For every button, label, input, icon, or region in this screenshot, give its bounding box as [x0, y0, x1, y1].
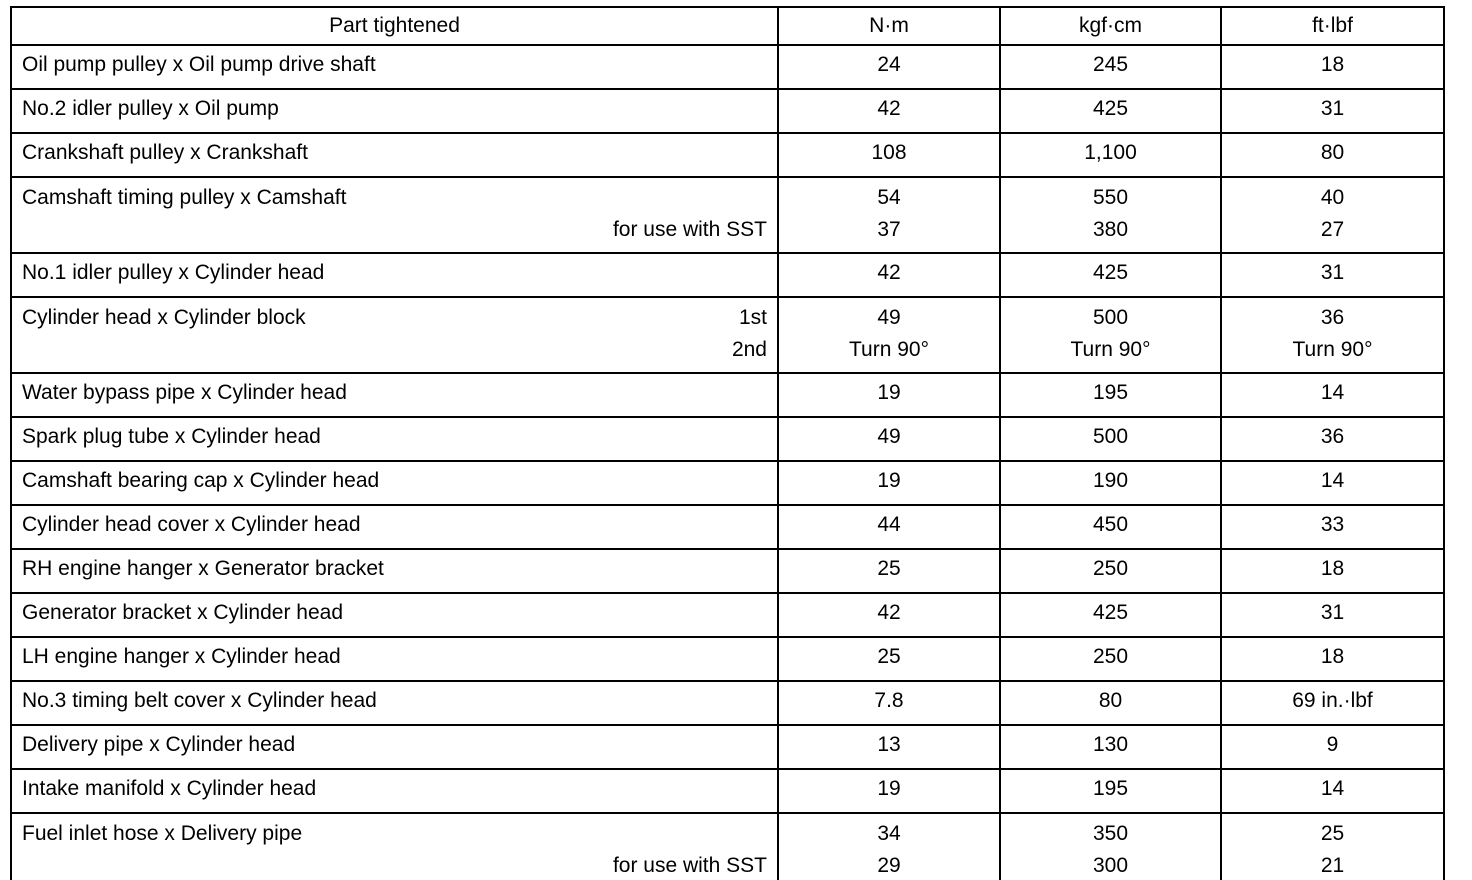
part-cell: RH engine hanger x Generator bracket: [11, 549, 778, 593]
part-name: Camshaft timing pulley x Camshaft: [22, 186, 347, 209]
nm-cell: 25: [778, 637, 1000, 681]
kgfcm-cell: 250: [1000, 549, 1221, 593]
kgfcm-value-sst: 380: [1092, 218, 1129, 241]
kgfcm-cell: 250: [1000, 637, 1221, 681]
kgfcm-cell: 195: [1000, 373, 1221, 417]
part-cell: Delivery pipe x Cylinder head: [11, 725, 778, 769]
kgfcm-value-sst: 300: [1092, 854, 1129, 877]
ftlbf-cell: 33: [1221, 505, 1444, 549]
header-ft-lbf: ft·lbf: [1221, 7, 1444, 45]
part-cell: Water bypass pipe x Cylinder head: [11, 373, 778, 417]
ftlbf-cell: 14: [1221, 769, 1444, 813]
ftlbf-cell: 18: [1221, 549, 1444, 593]
torque-spec-table: [10, 6, 1445, 880]
part-cell: No.1 idler pulley x Cylinder head: [11, 253, 778, 297]
part-cell: Generator bracket x Cylinder head: [11, 593, 778, 637]
table-row: [11, 417, 1444, 461]
kgfcm-value: 350: [1092, 822, 1129, 845]
sst-note: for use with SST: [612, 854, 767, 877]
table-row: [11, 681, 1444, 725]
table-row: [11, 177, 1444, 253]
nm-cell: 19: [778, 373, 1000, 417]
ftlbf-cell: [1221, 177, 1444, 253]
kgfcm-cell: 130: [1000, 725, 1221, 769]
nm-cell: [778, 813, 1000, 880]
table-row: [11, 593, 1444, 637]
ftlbf-cell: 9: [1221, 725, 1444, 769]
table-row: [11, 813, 1444, 880]
ftlbf-cell: 14: [1221, 461, 1444, 505]
table-row: [11, 769, 1444, 813]
ftlbf-cell: 31: [1221, 593, 1444, 637]
ftlbf-cell: 18: [1221, 637, 1444, 681]
part-cell: Spark plug tube x Cylinder head: [11, 417, 778, 461]
table-row: [11, 725, 1444, 769]
part-cell: LH engine hanger x Cylinder head: [11, 637, 778, 681]
ftlbf-cell: 36: [1221, 417, 1444, 461]
ftlbf-cell: [1221, 297, 1444, 373]
kgfcm-cell: 425: [1000, 593, 1221, 637]
ftlbf-cell: 80: [1221, 133, 1444, 177]
kgfcm-cell: [1000, 297, 1221, 373]
part-name: Fuel inlet hose x Delivery pipe: [22, 822, 303, 845]
sst-note: for use with SST: [612, 218, 767, 241]
kgfcm-cell: 190: [1000, 461, 1221, 505]
header-newton-meter: N·m: [778, 7, 1000, 45]
nm-cell: 19: [778, 769, 1000, 813]
ftlbf-cell: 31: [1221, 253, 1444, 297]
kgfcm-cell: 80: [1000, 681, 1221, 725]
header-kgf-cm: kgf·cm: [1000, 7, 1221, 45]
nm-cell: 44: [778, 505, 1000, 549]
table-row: [11, 45, 1444, 89]
ftlbf-value-sst: 27: [1320, 218, 1345, 241]
nm-value-2nd: Turn 90°: [849, 338, 929, 361]
part-cell: [11, 813, 778, 880]
header-part-tightened: Part tightened: [11, 7, 778, 45]
kgfcm-cell: 245: [1000, 45, 1221, 89]
nm-cell: 13: [778, 725, 1000, 769]
kgfcm-cell: 425: [1000, 253, 1221, 297]
nm-cell: [778, 297, 1000, 373]
nm-value-1st: 49: [877, 306, 901, 329]
kgfcm-cell: 425: [1000, 89, 1221, 133]
kgfcm-cell: [1000, 813, 1221, 880]
part-cell: No.2 idler pulley x Oil pump: [11, 89, 778, 133]
part-stage-wrap: [22, 302, 767, 334]
ftlbf-value-sst: 21: [1320, 854, 1345, 877]
table-row: [11, 89, 1444, 133]
part-cell: [11, 177, 778, 253]
kgfcm-cell: 500: [1000, 417, 1221, 461]
table-row: [11, 297, 1444, 373]
kgfcm-cell: [1000, 177, 1221, 253]
ftlbf-cell: 31: [1221, 89, 1444, 133]
part-cell: Crankshaft pulley x Crankshaft: [11, 133, 778, 177]
table-row: [11, 461, 1444, 505]
part-cell: Intake manifold x Cylinder head: [11, 769, 778, 813]
nm-cell: 24: [778, 45, 1000, 89]
part-cell: [11, 297, 778, 373]
part-name: Cylinder head x Cylinder block: [22, 306, 306, 329]
part-cell: Cylinder head cover x Cylinder head: [11, 505, 778, 549]
nm-cell: [778, 177, 1000, 253]
ftlbf-cell: 18: [1221, 45, 1444, 89]
kgfcm-value-1st: 500: [1092, 306, 1129, 329]
nm-value: 54: [877, 186, 901, 209]
table-row: [11, 549, 1444, 593]
kgfcm-value: 550: [1092, 186, 1129, 209]
kgfcm-cell: 1,100: [1000, 133, 1221, 177]
part-cell: Camshaft bearing cap x Cylinder head: [11, 461, 778, 505]
kgfcm-value-2nd: Turn 90°: [1070, 338, 1151, 361]
table-row: [11, 253, 1444, 297]
nm-cell: 49: [778, 417, 1000, 461]
nm-cell: 19: [778, 461, 1000, 505]
ftlbf-value-1st: 36: [1320, 306, 1345, 329]
nm-cell: 108: [778, 133, 1000, 177]
table-row: [11, 505, 1444, 549]
table-header: [11, 7, 1444, 45]
nm-cell: 7.8: [778, 681, 1000, 725]
stage-1st: 1st: [738, 306, 767, 329]
nm-cell: 25: [778, 549, 1000, 593]
ftlbf-value-2nd: Turn 90°: [1292, 338, 1373, 361]
kgfcm-cell: 195: [1000, 769, 1221, 813]
stage-2nd: 2nd: [731, 338, 767, 361]
nm-cell: 42: [778, 593, 1000, 637]
ftlbf-cell: 14: [1221, 373, 1444, 417]
header-row: [11, 7, 1444, 45]
nm-value-sst: 29: [877, 854, 901, 877]
ftlbf-value: 25: [1320, 822, 1345, 845]
part-cell: No.3 timing belt cover x Cylinder head: [11, 681, 778, 725]
table-row: [11, 373, 1444, 417]
table-row: [11, 133, 1444, 177]
nm-value: 34: [877, 822, 901, 845]
ftlbf-value: 40: [1320, 186, 1345, 209]
nm-cell: 42: [778, 89, 1000, 133]
table-body: [11, 45, 1444, 880]
ftlbf-cell: 69 in.·lbf: [1221, 681, 1444, 725]
ftlbf-cell: [1221, 813, 1444, 880]
table-row: [11, 637, 1444, 681]
nm-cell: 42: [778, 253, 1000, 297]
part-cell: Oil pump pulley x Oil pump drive shaft: [11, 45, 778, 89]
kgfcm-cell: 450: [1000, 505, 1221, 549]
nm-value-sst: 37: [877, 218, 901, 241]
